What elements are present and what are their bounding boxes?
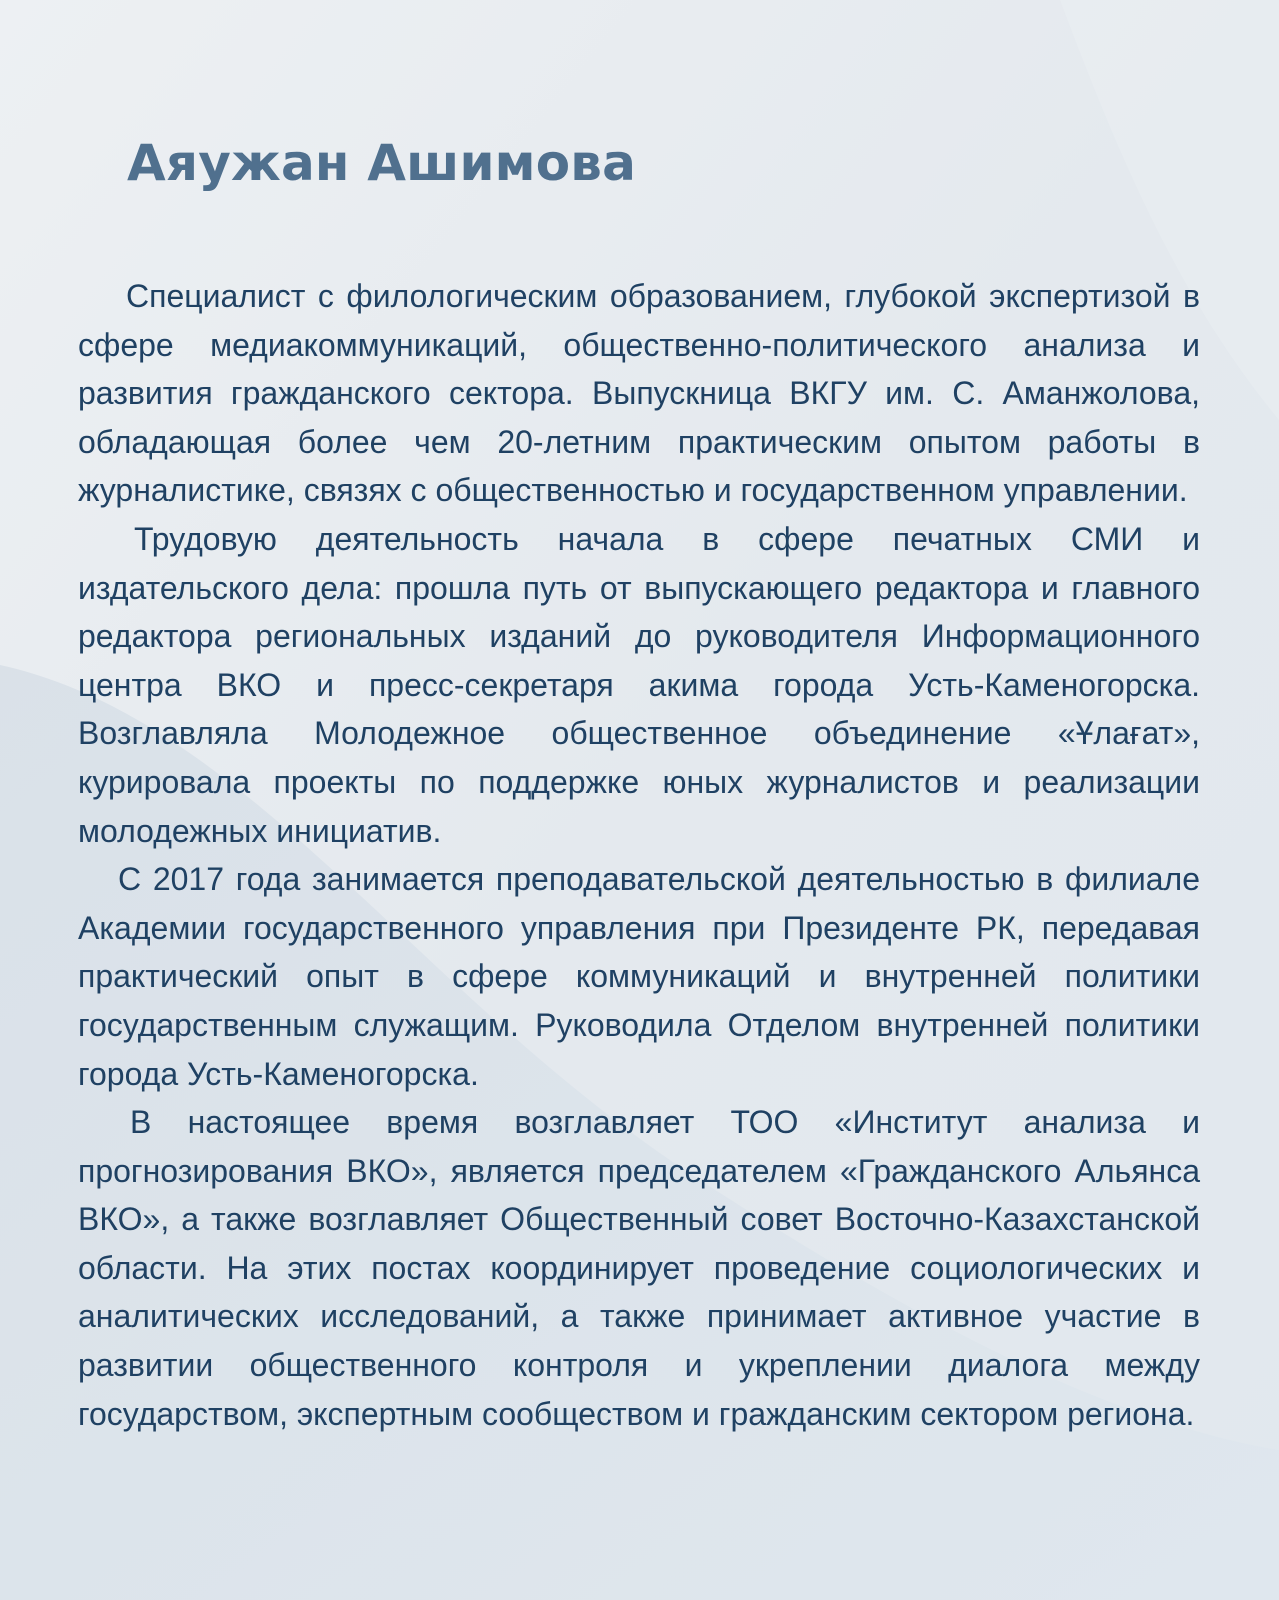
paragraph-education: Специалист с филологическим образованием, глубокой экспертизой в сфере медиакоммуникаций, общественно-политического анализа и развития гражданского сектора. Выпускница ВКГУ им. С. Аманжолова, обладающая более чем 20-летним практическим опытом работы в журналистике, связях с общественностью и государственном управлении. xyxy=(78,278,1200,509)
page-title: Аяужан Ашимова xyxy=(127,134,637,192)
paragraph-career-start: Трудовую деятельность начала в сфере печатных СМИ и издательского дела: прошла путь от выпускающего редактора и главного редактора региональных изданий до руководителя Информационного центра ВКО и пресс-секретаря акима города Усть-Каменогорска. Возглавляла Молодежное общественное объединение «Ұлағат», курировала проекты по поддержке юных журналистов и реализации молодежных инициатив. xyxy=(78,520,1200,849)
document-body xyxy=(78,272,1200,1438)
paragraph-teaching: С 2017 года занимается преподавательской деятельностью в филиале Академии государственного управления при Президенте РК, передавая практический опыт в сфере коммуникаций и внутренней политики государственным служащим. Руководила Отделом внутренней политики города Усть-Каменогорска. xyxy=(78,861,1200,1092)
paragraph-current-position: В настоящее время возглавляет ТОО «Институт анализа и прогнозирования ВКО», является председателем «Гражданского Альянса ВКО», а также возглавляет Общественный совет Восточно-Казахстанской области. На этих постах координирует проведение социологических и аналитических исследований, а также принимает активное участие в развитии общественного контроля и укреплении диалога между государством, экспертным сообществом и гражданским сектором региона. xyxy=(78,1104,1200,1432)
